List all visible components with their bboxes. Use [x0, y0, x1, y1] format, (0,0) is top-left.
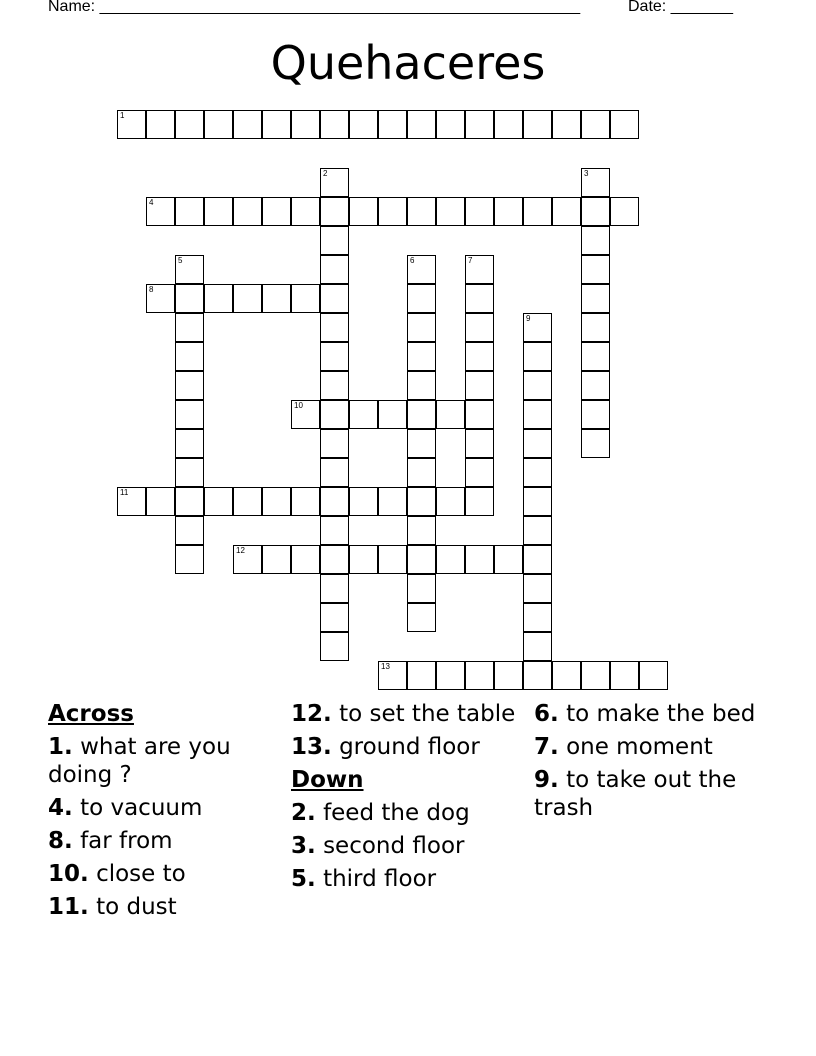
- grid-cell[interactable]: [175, 429, 204, 458]
- grid-cell[interactable]: [204, 487, 233, 516]
- clue-text: one moment: [566, 734, 713, 760]
- grid-cell[interactable]: [349, 487, 378, 516]
- clue-down-2: [291, 799, 521, 827]
- grid-cell[interactable]: [581, 226, 610, 255]
- grid-cell[interactable]: [320, 400, 349, 429]
- grid-cell[interactable]: [581, 197, 610, 226]
- clue-number: 4.: [48, 795, 73, 821]
- grid-cell[interactable]: [117, 110, 146, 139]
- clue-number: 1.: [48, 734, 73, 760]
- grid-cell[interactable]: [552, 661, 581, 690]
- clue-number: 7.: [534, 734, 559, 760]
- grid-cell[interactable]: [581, 371, 610, 400]
- clue-across-4: [48, 794, 278, 822]
- grid-cell[interactable]: [523, 574, 552, 603]
- clue-down-9: [534, 766, 764, 822]
- clues-column-2: [291, 700, 521, 898]
- grid-cell[interactable]: [175, 284, 204, 313]
- grid-cell[interactable]: [175, 197, 204, 226]
- clue-number: 6.: [534, 701, 559, 727]
- clue-number: 12.: [291, 701, 332, 727]
- grid-cell[interactable]: [494, 110, 523, 139]
- grid-cell[interactable]: [407, 661, 436, 690]
- grid-cell[interactable]: [581, 661, 610, 690]
- grid-cell[interactable]: [175, 458, 204, 487]
- grid-cell[interactable]: [581, 313, 610, 342]
- clue-down-6: [534, 700, 764, 728]
- clue-number-label: 1: [120, 111, 125, 120]
- grid-cell[interactable]: [407, 255, 436, 284]
- grid-cell[interactable]: [146, 110, 175, 139]
- grid-cell[interactable]: [291, 487, 320, 516]
- grid-cell[interactable]: [320, 371, 349, 400]
- grid-cell[interactable]: [436, 400, 465, 429]
- clue-text: what are you doing ?: [48, 734, 231, 788]
- grid-cell[interactable]: [262, 197, 291, 226]
- grid-cell[interactable]: [465, 429, 494, 458]
- grid-cell[interactable]: [407, 371, 436, 400]
- grid-cell[interactable]: [320, 168, 349, 197]
- grid-cell[interactable]: [378, 487, 407, 516]
- grid-cell[interactable]: [349, 197, 378, 226]
- grid-cell[interactable]: [465, 661, 494, 690]
- grid-cell[interactable]: [320, 255, 349, 284]
- grid-cell[interactable]: [291, 110, 320, 139]
- grid-cell[interactable]: [465, 487, 494, 516]
- grid-cell[interactable]: [523, 429, 552, 458]
- clues-column-1: [48, 700, 278, 926]
- grid-cell[interactable]: [581, 429, 610, 458]
- grid-cell[interactable]: [581, 400, 610, 429]
- grid-cell[interactable]: [291, 400, 320, 429]
- grid-cell[interactable]: [436, 487, 465, 516]
- grid-cell[interactable]: [175, 516, 204, 545]
- grid-cell[interactable]: [204, 197, 233, 226]
- grid-cell[interactable]: [117, 487, 146, 516]
- grid-cell[interactable]: [610, 661, 639, 690]
- clue-text: to make the bed: [566, 701, 756, 727]
- clue-text: to dust: [96, 894, 177, 920]
- clue-number-label: 12: [236, 546, 245, 555]
- grid-cell[interactable]: [320, 342, 349, 371]
- clue-number: 10.: [48, 861, 89, 887]
- grid-cell[interactable]: [233, 284, 262, 313]
- clue-number-label: 5: [178, 256, 183, 265]
- grid-cell[interactable]: [581, 168, 610, 197]
- grid-cell[interactable]: [320, 458, 349, 487]
- clue-number-label: 7: [468, 256, 473, 265]
- clue-down-7: [534, 733, 764, 761]
- grid-cell[interactable]: [581, 342, 610, 371]
- grid-cell[interactable]: [523, 400, 552, 429]
- clue-down-5: [291, 865, 521, 893]
- grid-cell[interactable]: [407, 574, 436, 603]
- page-title: Quehaceres: [270, 36, 546, 90]
- grid-cell[interactable]: [465, 371, 494, 400]
- grid-cell[interactable]: [175, 487, 204, 516]
- grid-cell[interactable]: [233, 197, 262, 226]
- grid-cell[interactable]: [320, 284, 349, 313]
- grid-cell[interactable]: [233, 110, 262, 139]
- clue-text: second floor: [323, 833, 465, 859]
- clue-text: far from: [80, 828, 173, 854]
- clue-number-label: 2: [323, 169, 328, 178]
- grid-cell[interactable]: [523, 197, 552, 226]
- grid-cell[interactable]: [610, 197, 639, 226]
- clue-text: feed the dog: [323, 800, 470, 826]
- clue-across-8: [48, 827, 278, 855]
- grid-cell[interactable]: [407, 197, 436, 226]
- grid-cell[interactable]: [407, 342, 436, 371]
- grid-cell[interactable]: [349, 400, 378, 429]
- grid-cell[interactable]: [523, 458, 552, 487]
- clue-across-11: [48, 893, 278, 921]
- grid-cell[interactable]: [175, 313, 204, 342]
- clue-across-1: [48, 733, 278, 789]
- grid-cell[interactable]: [407, 458, 436, 487]
- grid-cell[interactable]: [465, 342, 494, 371]
- grid-cell[interactable]: [175, 400, 204, 429]
- grid-cell[interactable]: [465, 255, 494, 284]
- grid-cell[interactable]: [320, 632, 349, 661]
- grid-cell[interactable]: [465, 545, 494, 574]
- grid-cell[interactable]: [523, 313, 552, 342]
- grid-cell[interactable]: [465, 458, 494, 487]
- grid-cell[interactable]: [320, 487, 349, 516]
- clue-number-label: 13: [381, 662, 390, 671]
- grid-cell[interactable]: [349, 545, 378, 574]
- grid-cell[interactable]: [378, 661, 407, 690]
- grid-cell[interactable]: [291, 284, 320, 313]
- grid-cell[interactable]: [175, 371, 204, 400]
- grid-cell[interactable]: [378, 545, 407, 574]
- across-heading: Across: [48, 701, 134, 727]
- grid-cell[interactable]: [291, 545, 320, 574]
- clue-number: 5.: [291, 866, 316, 892]
- grid-cell[interactable]: [146, 487, 175, 516]
- grid-cell[interactable]: [262, 110, 291, 139]
- grid-cell[interactable]: [610, 110, 639, 139]
- grid-cell[interactable]: [320, 429, 349, 458]
- grid-cell[interactable]: [378, 197, 407, 226]
- clue-text: close to: [96, 861, 186, 887]
- grid-cell[interactable]: [407, 284, 436, 313]
- grid-cell[interactable]: [320, 603, 349, 632]
- clue-number-label: 8: [149, 285, 154, 294]
- clue-number: 13.: [291, 734, 332, 760]
- clue-number-label: 6: [410, 256, 415, 265]
- grid-cell[interactable]: [581, 255, 610, 284]
- grid-cell[interactable]: [523, 661, 552, 690]
- clue-text: to vacuum: [80, 795, 203, 821]
- grid-cell[interactable]: [320, 545, 349, 574]
- clue-text: to set the table: [339, 701, 516, 727]
- grid-cell[interactable]: [320, 313, 349, 342]
- grid-cell[interactable]: [407, 516, 436, 545]
- grid-cell[interactable]: [523, 371, 552, 400]
- clue-number-label: 3: [584, 169, 589, 178]
- clue-text: to take out the trash: [534, 767, 737, 821]
- grid-cell[interactable]: [175, 255, 204, 284]
- clue-number: 8.: [48, 828, 73, 854]
- grid-cell[interactable]: [262, 284, 291, 313]
- grid-cell[interactable]: [523, 516, 552, 545]
- grid-cell[interactable]: [436, 197, 465, 226]
- grid-cell[interactable]: [639, 661, 668, 690]
- grid-cell[interactable]: [523, 342, 552, 371]
- clue-across-10: [48, 860, 278, 888]
- down-heading: Down: [291, 767, 364, 793]
- grid-cell[interactable]: [523, 545, 552, 574]
- grid-cell[interactable]: [407, 110, 436, 139]
- grid-cell[interactable]: [233, 487, 262, 516]
- grid-cell[interactable]: [349, 110, 378, 139]
- clue-text: ground floor: [339, 734, 480, 760]
- clue-across-13: [291, 733, 521, 761]
- clue-text: third floor: [323, 866, 437, 892]
- grid-cell[interactable]: [320, 110, 349, 139]
- grid-cell[interactable]: [262, 487, 291, 516]
- grid-cell[interactable]: [320, 574, 349, 603]
- grid-cell[interactable]: [320, 516, 349, 545]
- clue-number: 2.: [291, 800, 316, 826]
- grid-cell[interactable]: [320, 197, 349, 226]
- clue-number-label: 10: [294, 401, 303, 410]
- grid-cell[interactable]: [146, 284, 175, 313]
- grid-cell[interactable]: [407, 429, 436, 458]
- grid-cell[interactable]: [175, 110, 204, 139]
- name-field-line[interactable]: Name: ______________________________________________________: [48, 0, 581, 15]
- clue-number: 11.: [48, 894, 89, 920]
- grid-cell[interactable]: [436, 661, 465, 690]
- grid-cell[interactable]: [436, 545, 465, 574]
- grid-cell[interactable]: [465, 110, 494, 139]
- clue-number-label: 4: [149, 198, 154, 207]
- grid-cell[interactable]: [465, 400, 494, 429]
- grid-cell[interactable]: [378, 110, 407, 139]
- grid-cell[interactable]: [378, 400, 407, 429]
- grid-cell[interactable]: [523, 110, 552, 139]
- grid-cell[interactable]: [146, 197, 175, 226]
- grid-cell[interactable]: [581, 110, 610, 139]
- grid-cell[interactable]: [523, 632, 552, 661]
- grid-cell[interactable]: [407, 487, 436, 516]
- clue-number: 3.: [291, 833, 316, 859]
- grid-cell[interactable]: [465, 284, 494, 313]
- grid-cell[interactable]: [291, 197, 320, 226]
- grid-cell[interactable]: [407, 545, 436, 574]
- grid-cell[interactable]: [494, 661, 523, 690]
- grid-cell[interactable]: [581, 284, 610, 313]
- grid-cell[interactable]: [552, 110, 581, 139]
- grid-cell[interactable]: [407, 603, 436, 632]
- clue-across-12: [291, 700, 521, 728]
- grid-cell[interactable]: [262, 545, 291, 574]
- grid-cell[interactable]: [552, 197, 581, 226]
- clue-down-3: [291, 832, 521, 860]
- date-field-line[interactable]: Date: _______: [628, 0, 733, 15]
- grid-cell[interactable]: [465, 313, 494, 342]
- clues-column-3: [534, 700, 764, 827]
- grid-cell[interactable]: [407, 313, 436, 342]
- grid-cell[interactable]: [523, 487, 552, 516]
- grid-cell[interactable]: [320, 226, 349, 255]
- clue-number-label: 11: [120, 488, 129, 497]
- grid-cell[interactable]: [204, 284, 233, 313]
- grid-cell[interactable]: [494, 197, 523, 226]
- grid-cell[interactable]: [436, 110, 465, 139]
- grid-cell[interactable]: [233, 545, 262, 574]
- grid-cell[interactable]: [494, 545, 523, 574]
- clue-number: 9.: [534, 767, 559, 793]
- grid-cell[interactable]: [407, 400, 436, 429]
- grid-cell[interactable]: [465, 197, 494, 226]
- grid-cell[interactable]: [204, 110, 233, 139]
- clue-number-label: 9: [526, 314, 531, 323]
- grid-cell[interactable]: [175, 545, 204, 574]
- grid-cell[interactable]: [175, 342, 204, 371]
- grid-cell[interactable]: [523, 603, 552, 632]
